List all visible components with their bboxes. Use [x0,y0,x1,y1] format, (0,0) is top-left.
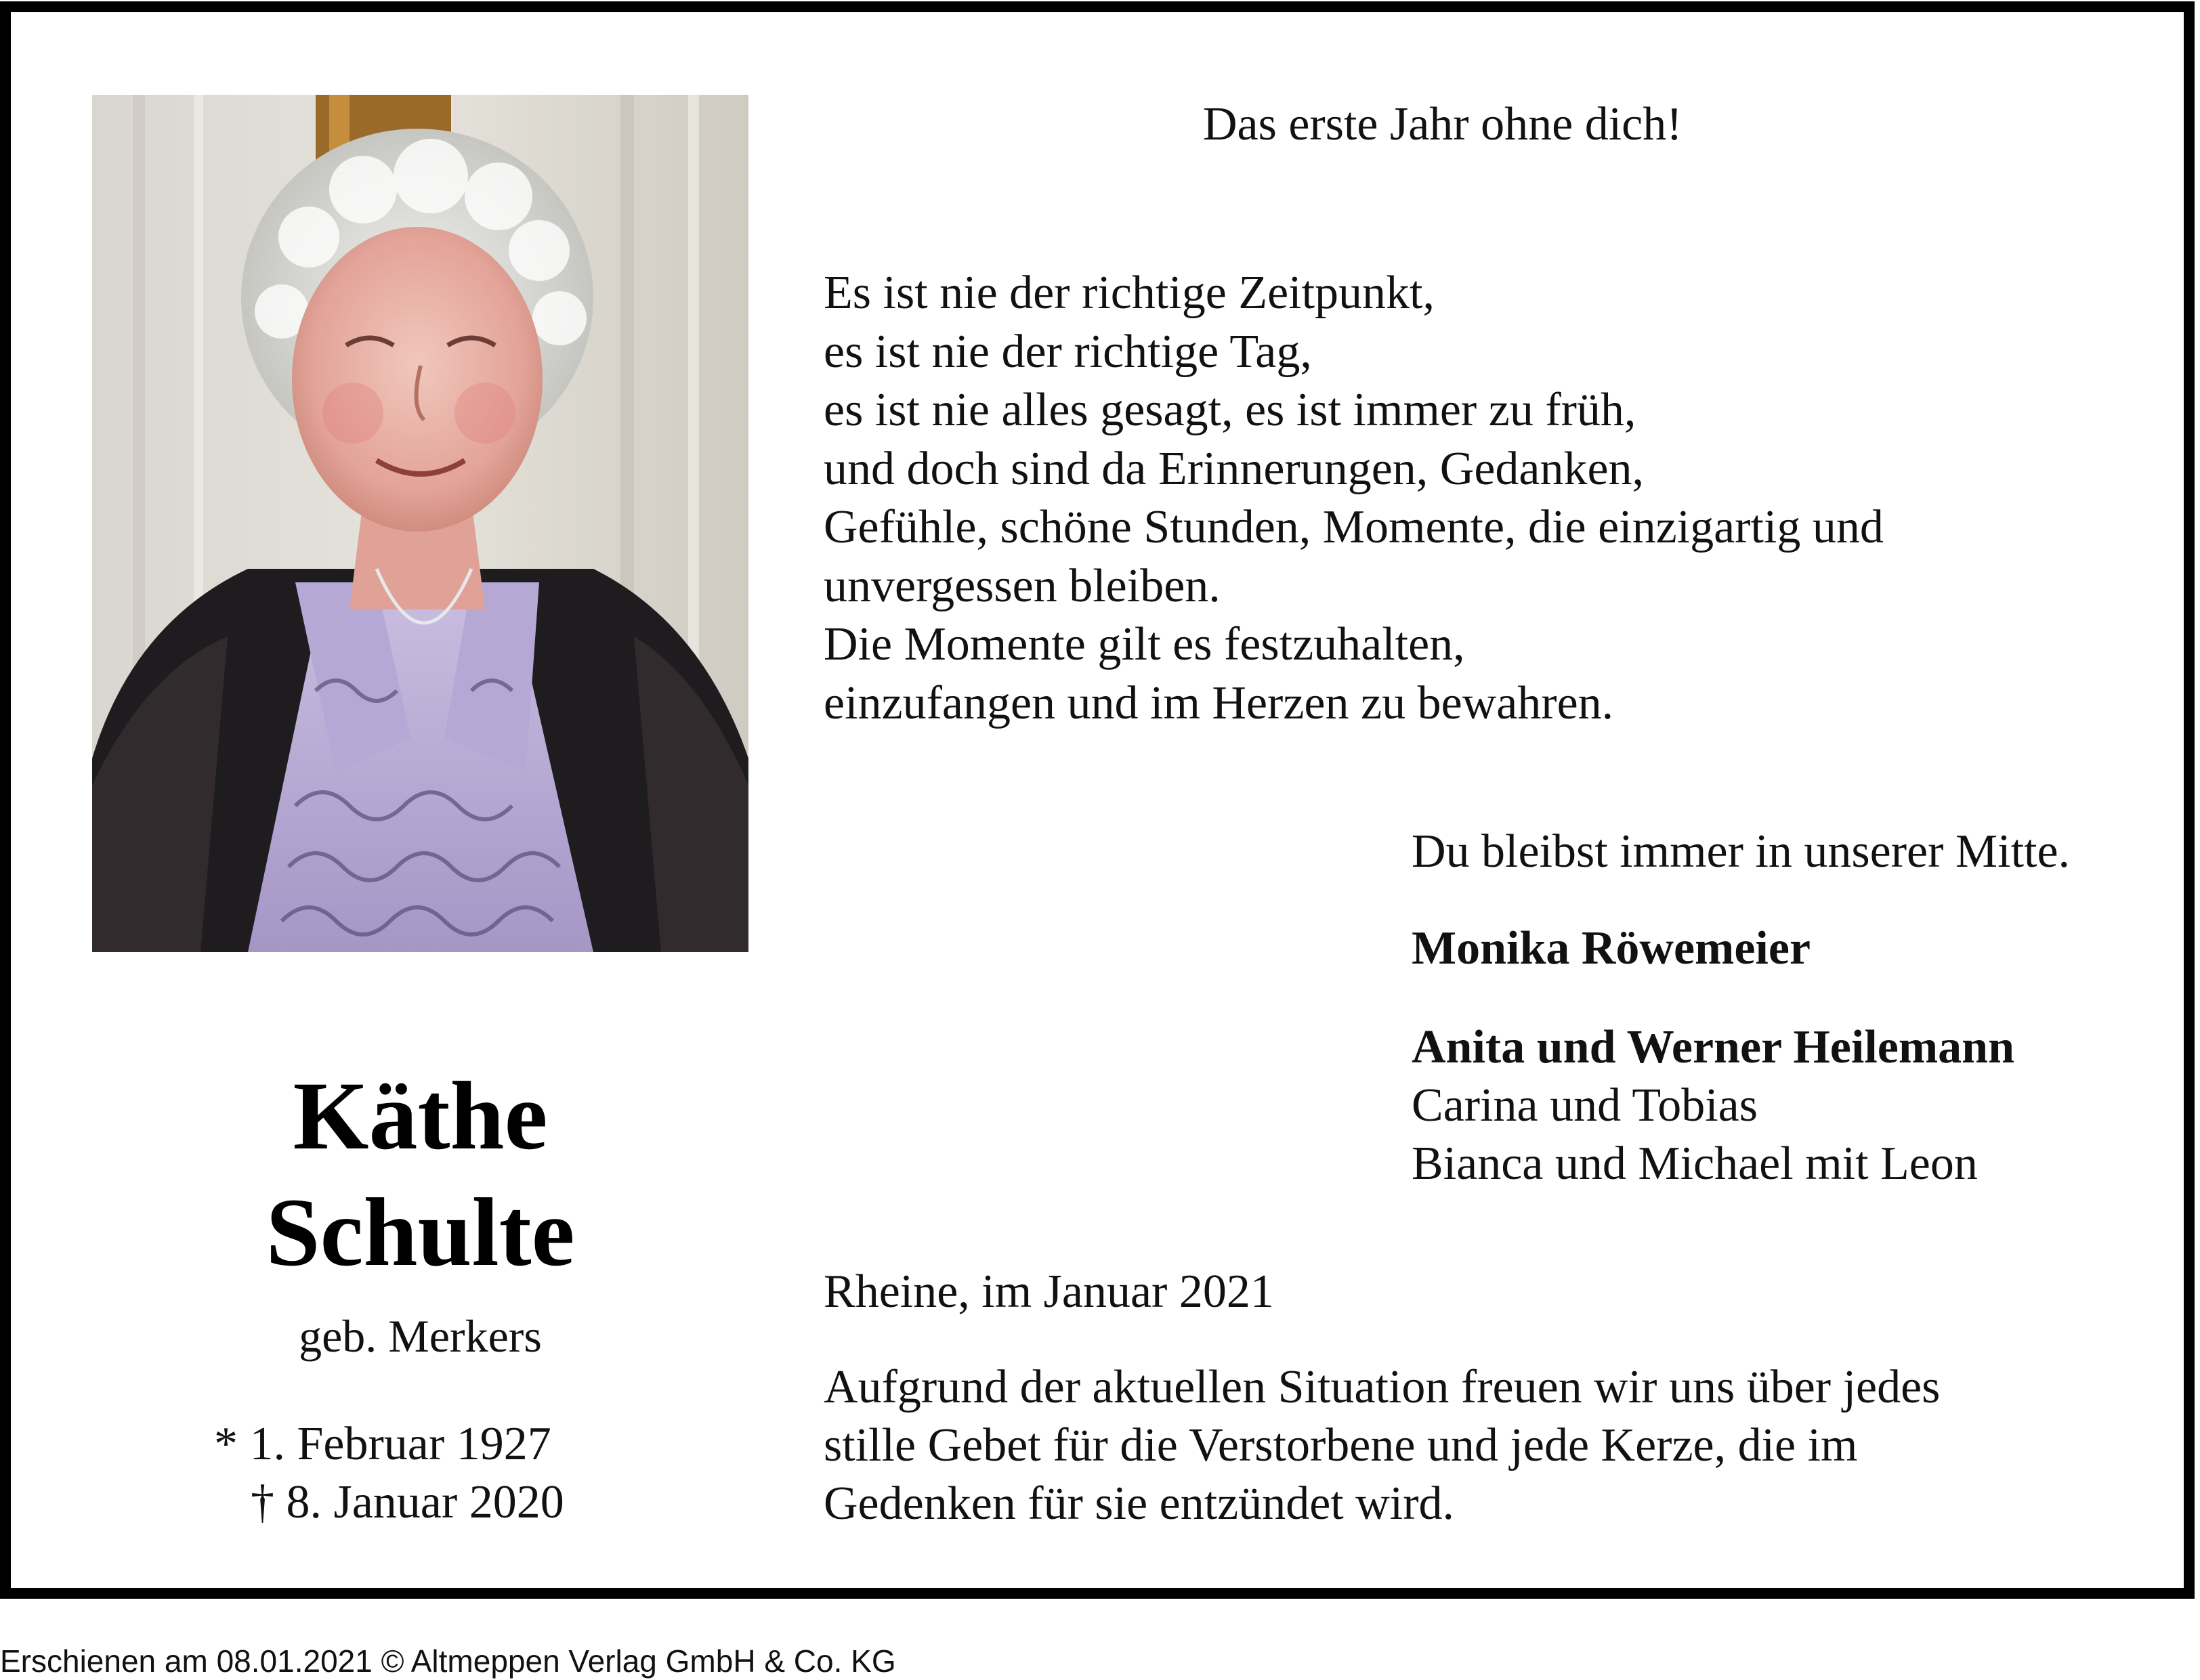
maiden-name: geb. Merkers [299,1310,542,1362]
poem-line: Es ist nie der richtige Zeitpunkt, [824,267,1435,319]
birth-date: * 1. Februar 1927 [214,1418,551,1470]
notice [824,1358,1940,1533]
portrait-illustration [92,95,748,952]
poem-line: Die Momente gilt es festzuhalten, [824,618,1465,670]
mourner-name: Bianca und Michael mit Leon [1412,1138,1978,1190]
poem-line: und doch sind da Erinnerungen, Gedanken, [824,442,1645,495]
notice-line: stille Gebet für die Verstorbene und jede Kerze, die im [824,1419,1858,1471]
poem-line: es ist nie alles gesagt, es ist immer zu früh, [824,384,1636,436]
poem [824,264,1884,733]
obituary-frame [0,1,2195,1599]
deceased-name [92,1058,748,1291]
poem-line: unvergessen bleiben. [824,559,1221,612]
mourner-name: Carina und Tobias [1412,1079,1758,1132]
notice-line: Aufgrund der aktuellen Situation freuen wir uns über jedes [824,1361,1941,1413]
poem-line: einzufangen und im Herzen zu bewahren. [824,676,1614,729]
poem-line: es ist nie der richtige Tag, [824,325,1312,378]
place-date: Rheine, im Januar 2021 [824,1266,1274,1318]
mourner-name: Monika Röwemeier [1412,922,1811,974]
mourners [1412,920,2014,1193]
publication-footer: Erschienen am 08.01.2021 © Altmeppen Verlag GmbH & Co. KG [0,1643,896,1679]
motto: Du bleibst immer in unserer Mitte. [1412,825,2071,878]
portrait-photo [92,95,748,952]
last-name: Schulte [266,1179,575,1287]
poem-line: Gefühle, schöne Stunden, Momente, die einzigartig und [824,501,1884,553]
mourner-name: Anita und Werner Heilemann [1412,1021,2015,1073]
notice-line: Gedenken für sie entzündet wird. [824,1478,1455,1530]
first-name: Käthe [293,1062,548,1170]
death-date: † 8. Januar 2020 [251,1476,564,1528]
obituary-heading: Das erste Jahr ohne dich! [1203,98,1683,150]
life-dates [214,1415,564,1532]
